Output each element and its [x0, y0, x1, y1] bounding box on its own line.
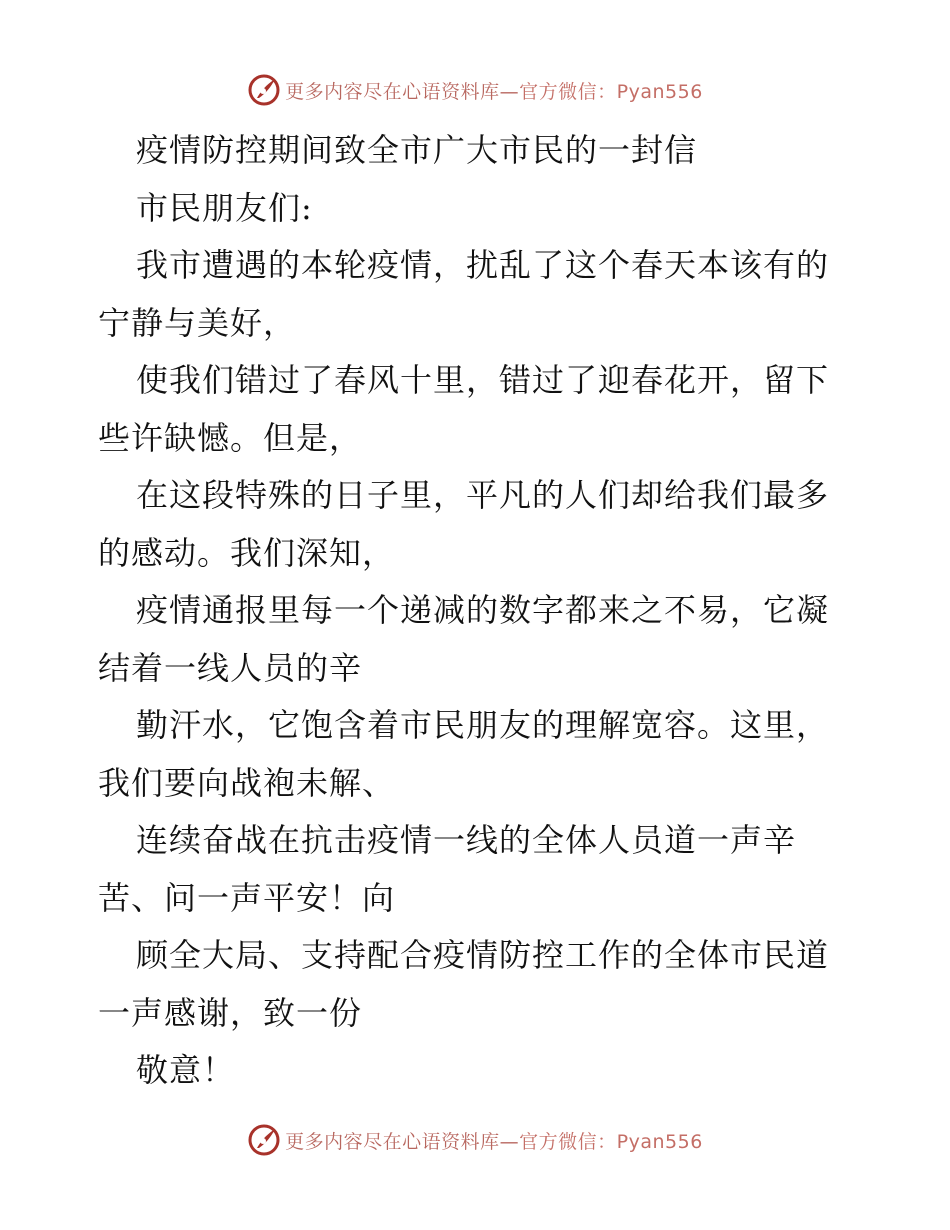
header-banner: [0, 70, 950, 110]
banner-wechat: 官方微信：Pyan556: [519, 80, 703, 103]
text-line: 结着一线人员的辛: [98, 648, 363, 687]
text-line: 些许缺憾。但是，: [98, 418, 363, 457]
text-line: 苦、问一声平安！向: [98, 878, 396, 917]
banner-promo: 更多内容尽在心语资料库—: [285, 1130, 520, 1153]
text-line: 宁静与美好，: [98, 303, 297, 342]
text-line: 顾全大局、支持配合疫情防控工作的全体市民道: [136, 936, 830, 974]
letter-title: 疫情防控期间致全市广大市民的一封信: [136, 131, 698, 169]
text-line: 勤汗水，它饱含着市民朋友的理解宽容。这里，: [136, 706, 830, 744]
text-line: 我们要向战袍未解、: [98, 763, 396, 802]
text-line: 一声感谢，致一份: [98, 993, 363, 1032]
banner-text: [285, 77, 703, 104]
text-line: 疫情通报里每一个递减的数字都来之不易，它凝: [136, 591, 830, 629]
quill-logo-icon: [247, 1123, 281, 1157]
banner-text: [285, 1127, 703, 1154]
text-line: 敬意！: [136, 1051, 236, 1089]
text-line: 在这段特殊的日子里，平凡的人们却给我们最多: [136, 476, 830, 514]
text-line: 使我们错过了春风十里，错过了迎春花开，留下: [136, 361, 830, 399]
banner-wechat: 官方微信：Pyan556: [519, 1130, 703, 1153]
letter-body: [98, 122, 858, 1100]
text-line: 连续奋战在抗击疫情一线的全体人员道一声辛: [136, 821, 797, 859]
letter-salutation: 市民朋友们:: [136, 188, 313, 227]
banner-promo: 更多内容尽在心语资料库—: [285, 80, 520, 103]
footer-banner: [0, 1120, 950, 1160]
quill-logo-icon: [247, 73, 281, 107]
text-line: 我市遭遇的本轮疫情，扰乱了这个春天本该有的: [136, 246, 830, 284]
text-line: 的感动。我们深知，: [98, 533, 396, 572]
